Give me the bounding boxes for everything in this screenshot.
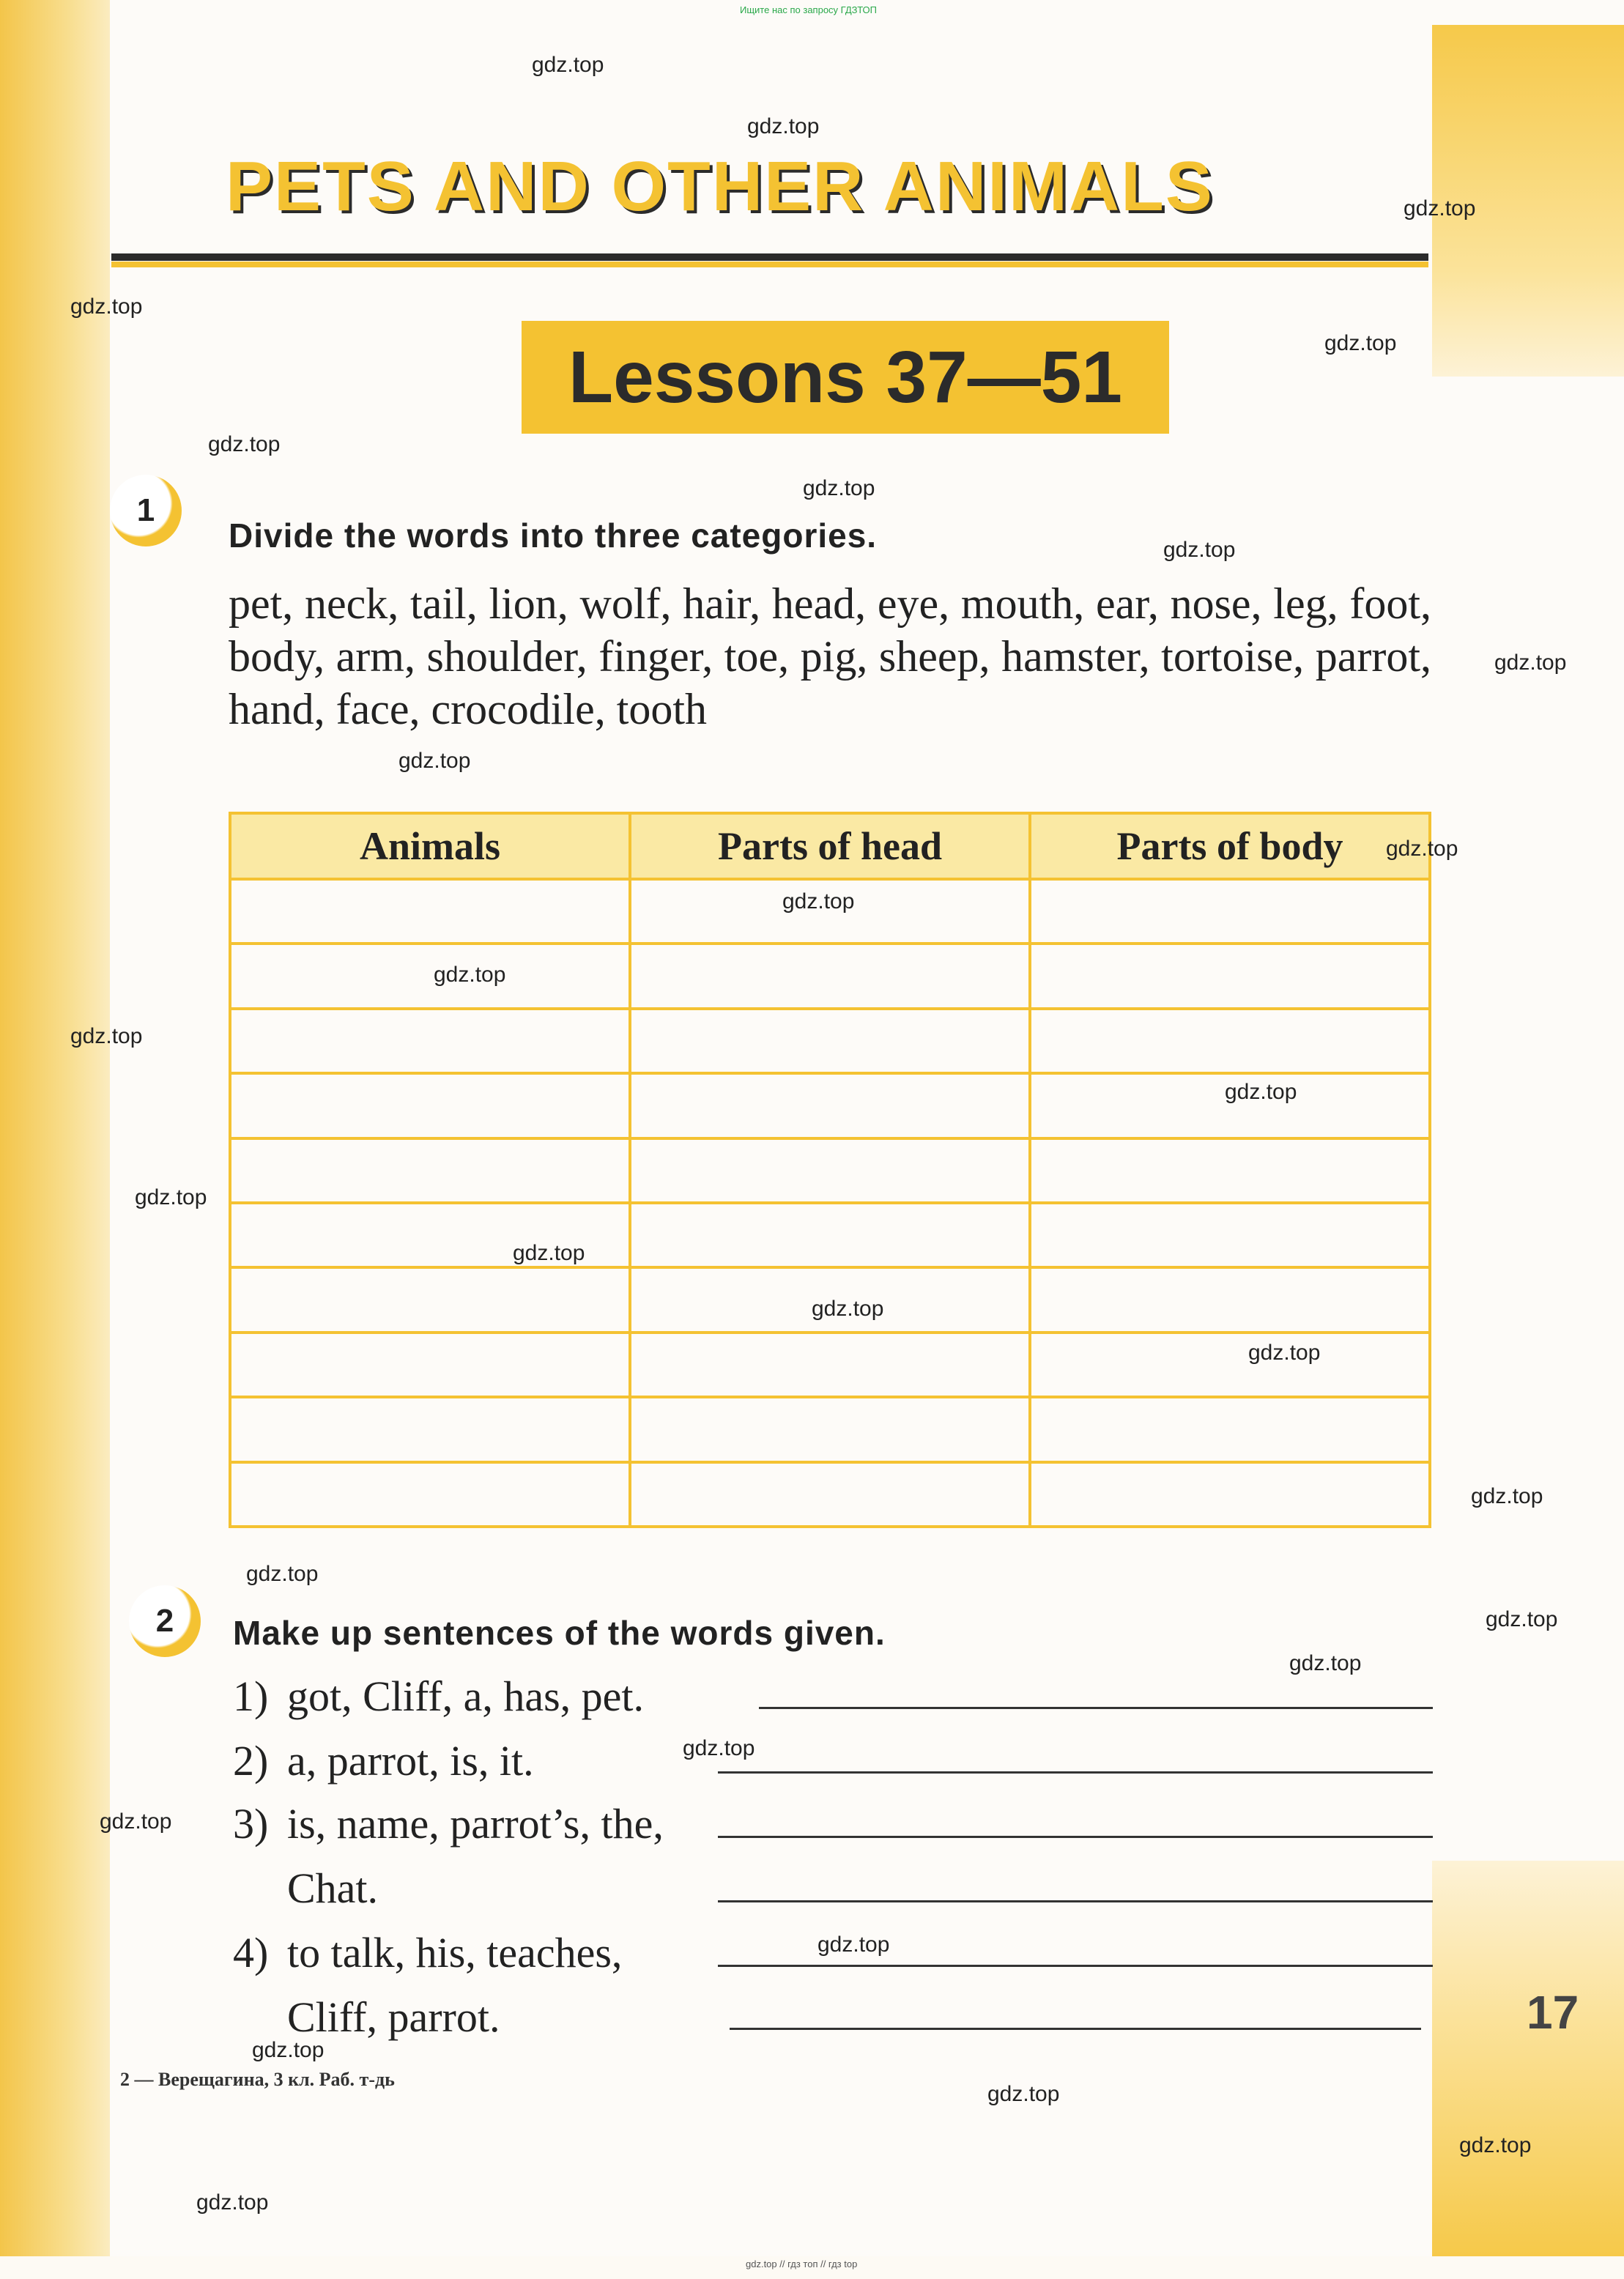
watermark: gdz.top	[100, 1809, 172, 1834]
title-rule	[111, 253, 1428, 261]
table-row	[230, 1138, 1430, 1203]
watermark: gdz.top	[1386, 837, 1458, 861]
watermark: gdz.top	[196, 2190, 269, 2215]
watermark: gdz.top	[70, 1024, 143, 1048]
table-row	[230, 1009, 1430, 1073]
answer-line[interactable]	[759, 1707, 1433, 1709]
watermark: gdz.top	[513, 1241, 585, 1265]
publication-footnote: 2 — Верещагина, 3 кл. Раб. т-дь	[120, 2069, 395, 2090]
answer-cell[interactable]	[1030, 1267, 1430, 1332]
watermark: gdz.top	[532, 53, 604, 77]
sentence-item-words: Chat.	[287, 1864, 379, 1912]
answer-cell[interactable]	[1030, 1462, 1430, 1527]
answer-cell[interactable]	[630, 1073, 1030, 1138]
exercise-2-number: 2	[129, 1585, 201, 1657]
answer-cell[interactable]	[630, 1462, 1030, 1527]
watermark: gdz.top	[782, 889, 855, 914]
answer-line[interactable]	[718, 1965, 1433, 1967]
sentence-item-words: Cliff, parrot.	[287, 1993, 500, 2041]
exercise-2-instruction: Make up sentences of the words given.	[233, 1614, 886, 1652]
watermark: gdz.top	[246, 1562, 319, 1586]
answer-cell[interactable]	[630, 1333, 1030, 1397]
table-row	[230, 1203, 1430, 1267]
watermark: gdz.top	[1324, 331, 1397, 355]
title-rule-yellow	[111, 262, 1428, 267]
answer-cell[interactable]	[230, 879, 630, 944]
top-search-note: Ищите нас по запросу ГДЗТОП	[740, 4, 878, 15]
sentence-item-words: is, name, parrot’s, the,	[287, 1800, 664, 1848]
watermark: gdz.top	[1248, 1341, 1321, 1365]
answer-cell[interactable]	[230, 944, 630, 1008]
answer-cell[interactable]	[1030, 1333, 1430, 1397]
watermark: gdz.top	[70, 294, 143, 319]
answer-cell[interactable]	[230, 1397, 630, 1461]
sentence-item-number: 1)	[233, 1672, 269, 1720]
answer-cell[interactable]	[230, 1333, 630, 1397]
sentence-item-number: 2)	[233, 1737, 269, 1785]
watermark: gdz.top	[1289, 1651, 1362, 1675]
answer-line[interactable]	[730, 2028, 1421, 2030]
answer-cell[interactable]	[1030, 944, 1430, 1008]
watermark: gdz.top	[1404, 196, 1476, 221]
watermark: gdz.top	[817, 1932, 890, 1957]
right-yellow-band-bottom	[1432, 1861, 1624, 2256]
answer-cell[interactable]	[1030, 1009, 1430, 1073]
watermark: gdz.top	[252, 2038, 325, 2062]
categories-table	[229, 812, 1431, 1528]
page-title: PETS AND OTHER ANIMALS	[226, 147, 1214, 226]
watermark: gdz.top	[683, 1736, 755, 1760]
sentence-item-words: to talk, his, teaches,	[287, 1929, 623, 1976]
answer-cell[interactable]	[1030, 1397, 1430, 1461]
answer-line[interactable]	[718, 1771, 1433, 1774]
column-header-animals: Animals	[230, 813, 630, 879]
watermark: gdz.top	[1163, 538, 1236, 562]
answer-line[interactable]	[718, 1836, 1433, 1838]
page-number: 17	[1527, 1986, 1579, 2039]
watermark: gdz.top	[1459, 2133, 1532, 2157]
watermark: gdz.top	[1225, 1080, 1297, 1104]
answer-cell[interactable]	[230, 1009, 630, 1073]
answer-cell[interactable]	[630, 1009, 1030, 1073]
watermark: gdz.top	[434, 963, 506, 987]
table-row	[230, 944, 1430, 1008]
left-yellow-band	[0, 0, 110, 2279]
answer-cell[interactable]	[630, 1397, 1030, 1461]
watermark: gdz.top	[1471, 1484, 1543, 1508]
watermark: gdz.top	[747, 114, 820, 138]
answer-cell[interactable]	[230, 1073, 630, 1138]
exercise-1-instruction: Divide the words into three categories.	[229, 516, 878, 555]
sentence-item-number: 3)	[233, 1800, 269, 1848]
sentence-item-number: 4)	[233, 1929, 269, 1976]
sentence-item-words: got, Cliff, a, has, pet.	[287, 1672, 645, 1720]
answer-cell[interactable]	[630, 1138, 1030, 1203]
watermark: gdz.top	[987, 2082, 1060, 2106]
watermark: gdz.top	[1494, 651, 1567, 675]
column-header-parts-of-head: Parts of head	[630, 813, 1030, 879]
answer-cell[interactable]	[630, 1203, 1030, 1267]
answer-cell[interactable]	[1030, 879, 1430, 944]
answer-cell[interactable]	[230, 1267, 630, 1332]
bottom-source-note: gdz.top // гдз топ // гдз top	[746, 2258, 858, 2269]
watermark: gdz.top	[803, 476, 875, 500]
watermark: gdz.top	[1486, 1607, 1558, 1631]
exercise-1-word-list: pet, neck, tail, lion, wolf, hair, head, eye, mouth, ear, nose, leg, foot, body, arm, shoulder, finger, toe, pig, sheep, hamster, tortoise, parrot, hand, face, crocodile, tooth	[229, 579, 1431, 733]
column-header-parts-of-body: Parts of body	[1030, 813, 1430, 879]
sentence-item-words: a, parrot, is, it.	[287, 1737, 534, 1785]
watermark: gdz.top	[208, 432, 281, 456]
table-row	[230, 1397, 1430, 1461]
watermark: gdz.top	[812, 1297, 884, 1321]
table-row	[230, 1462, 1430, 1527]
answer-cell[interactable]	[230, 1462, 630, 1527]
answer-cell[interactable]	[1030, 1138, 1430, 1203]
table-header-row	[230, 813, 1430, 879]
answer-cell[interactable]	[230, 1138, 630, 1203]
watermark: gdz.top	[398, 749, 471, 773]
lessons-range: Lessons 37—51	[568, 336, 1122, 418]
answer-cell[interactable]	[630, 944, 1030, 1008]
exercise-1-number: 1	[110, 475, 182, 546]
watermark: gdz.top	[135, 1185, 207, 1209]
answer-line[interactable]	[718, 1900, 1433, 1902]
answer-cell[interactable]	[1030, 1203, 1430, 1267]
